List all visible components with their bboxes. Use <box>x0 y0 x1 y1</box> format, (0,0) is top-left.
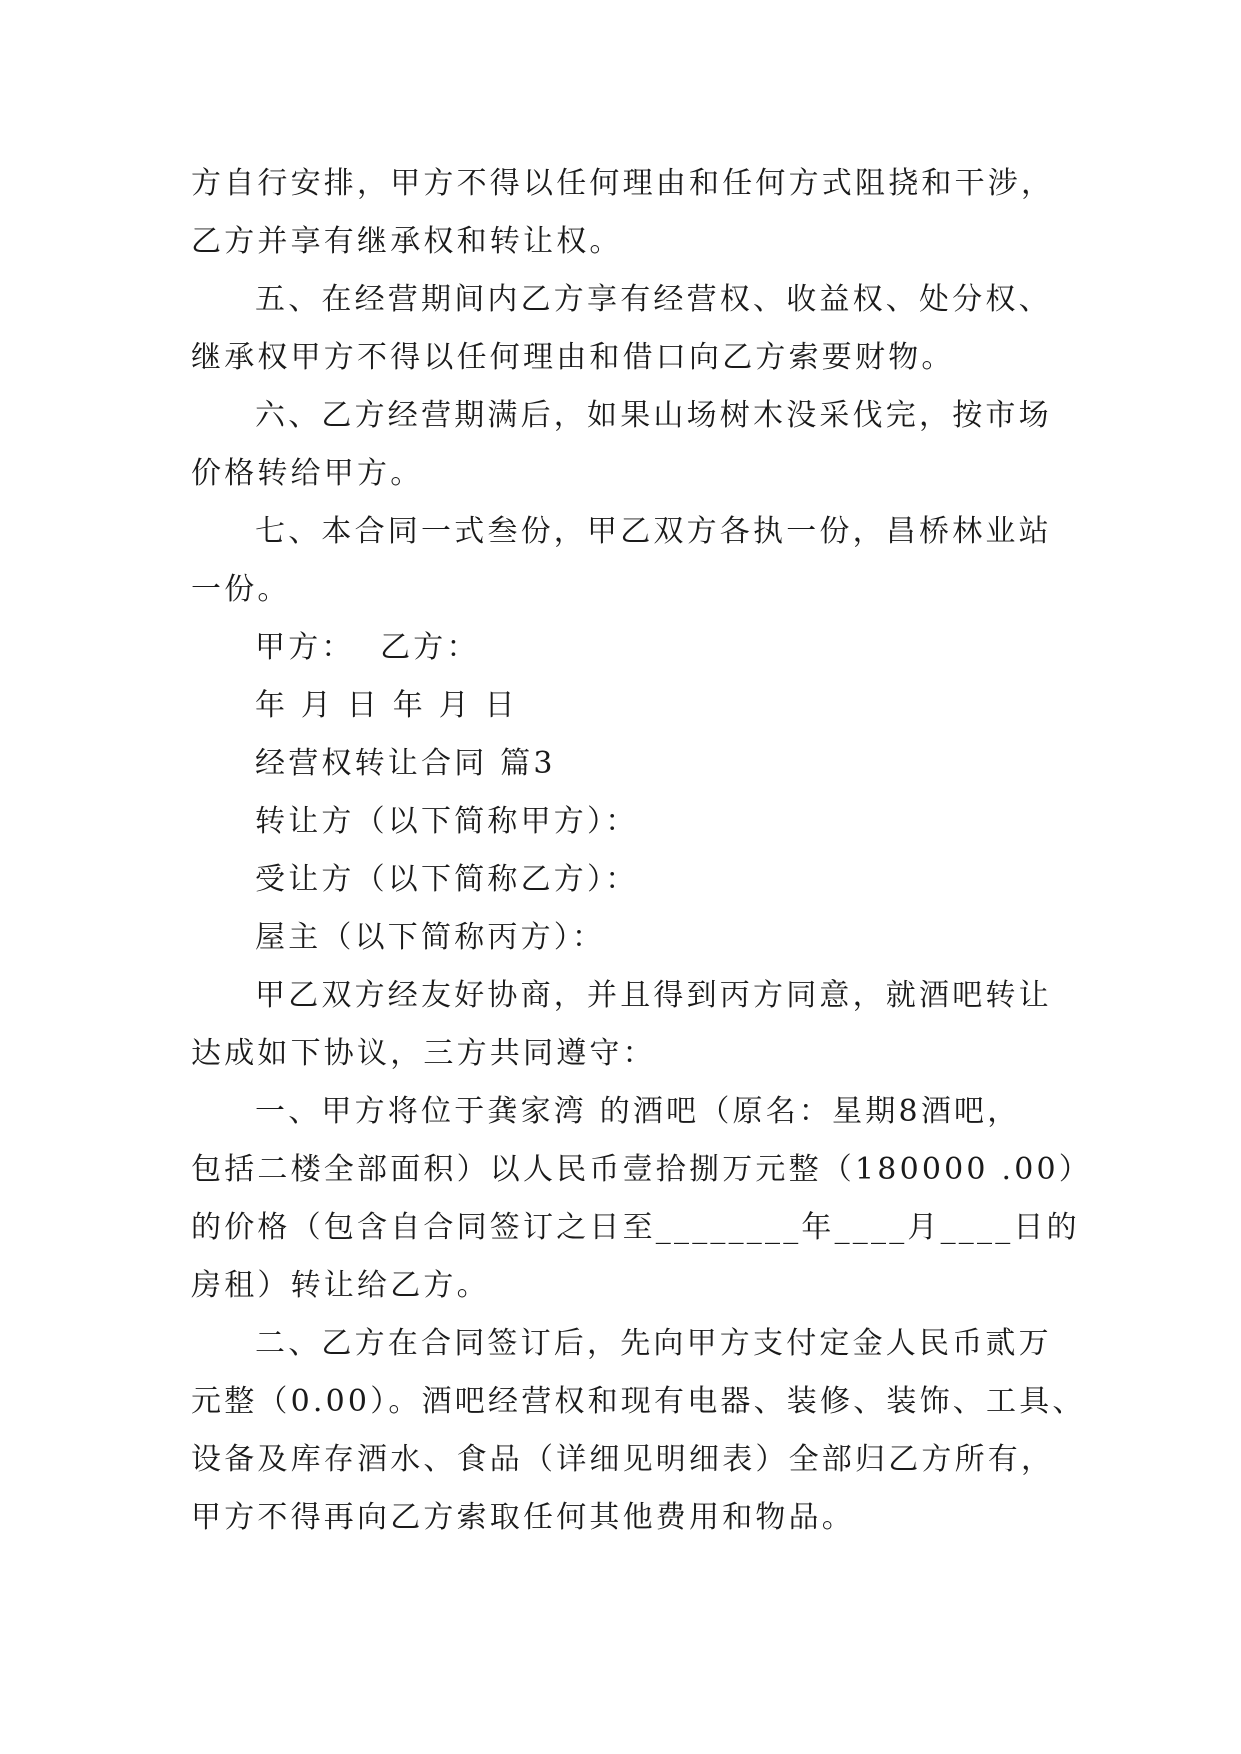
paragraph-line: 达成如下协议，三方共同遵守： <box>191 1036 656 1071</box>
paragraph-line: 继承权甲方不得以任何理由和借口向乙方索要财物。 <box>191 340 955 375</box>
section-title: 经营权转让合同 篇3 <box>255 746 556 781</box>
clause-seven: 七、本合同一式叁份，甲乙双方各执一份，昌桥林业站 <box>255 514 1052 549</box>
document-page <box>191 155 1092 1547</box>
paragraph-line: 方自行安排，甲方不得以任何理由和任何方式阻挠和干涉， <box>191 166 1055 201</box>
clause-six: 六、乙方经营期满后，如果山场树木没采伐完，按市场 <box>255 398 1052 433</box>
agreement-intro: 甲乙双方经友好协商，并且得到丙方同意，就酒吧转让 <box>255 978 1052 1013</box>
clause-five: 五、在经营期间内乙方享有经营权、收益权、处分权、 <box>255 282 1052 317</box>
landlord-line: 屋主（以下简称丙方）： <box>255 920 606 955</box>
paragraph-line: 价格转给甲方。 <box>191 456 424 491</box>
paragraph-line: 一份。 <box>191 572 291 607</box>
signature-parties: 甲方： 乙方： <box>255 630 480 665</box>
paragraph-line: 乙方并享有继承权和转让权。 <box>191 224 623 259</box>
paragraph-line: 房租）转让给乙方。 <box>191 1268 490 1303</box>
paragraph-line: 的价格（包含自合同签订之日至________年____月____日的 <box>191 1210 1080 1245</box>
signature-dates: 年 月 日 年 月 日 <box>255 688 518 723</box>
clause-two: 二、乙方在合同签订后，先向甲方支付定金人民币贰万 <box>255 1326 1052 1361</box>
transferee-line: 受让方（以下简称乙方）： <box>255 862 639 897</box>
clause-one: 一、甲方将位于龚家湾 的酒吧（原名：星期8酒吧， <box>255 1094 1021 1129</box>
paragraph-line: 包括二楼全部面积）以人民币壹拾捌万元整（180000 .00） <box>191 1152 1092 1187</box>
paragraph-line: 设备及库存酒水、食品（详细见明细表）全部归乙方所有， <box>191 1442 1055 1477</box>
paragraph-line: 甲方不得再向乙方索取任何其他费用和物品。 <box>191 1500 855 1535</box>
paragraph-line: 元整（0.00）。酒吧经营权和现有电器、装修、装饰、工具、 <box>191 1384 1086 1419</box>
transferor-line: 转让方（以下简称甲方）： <box>255 804 639 839</box>
